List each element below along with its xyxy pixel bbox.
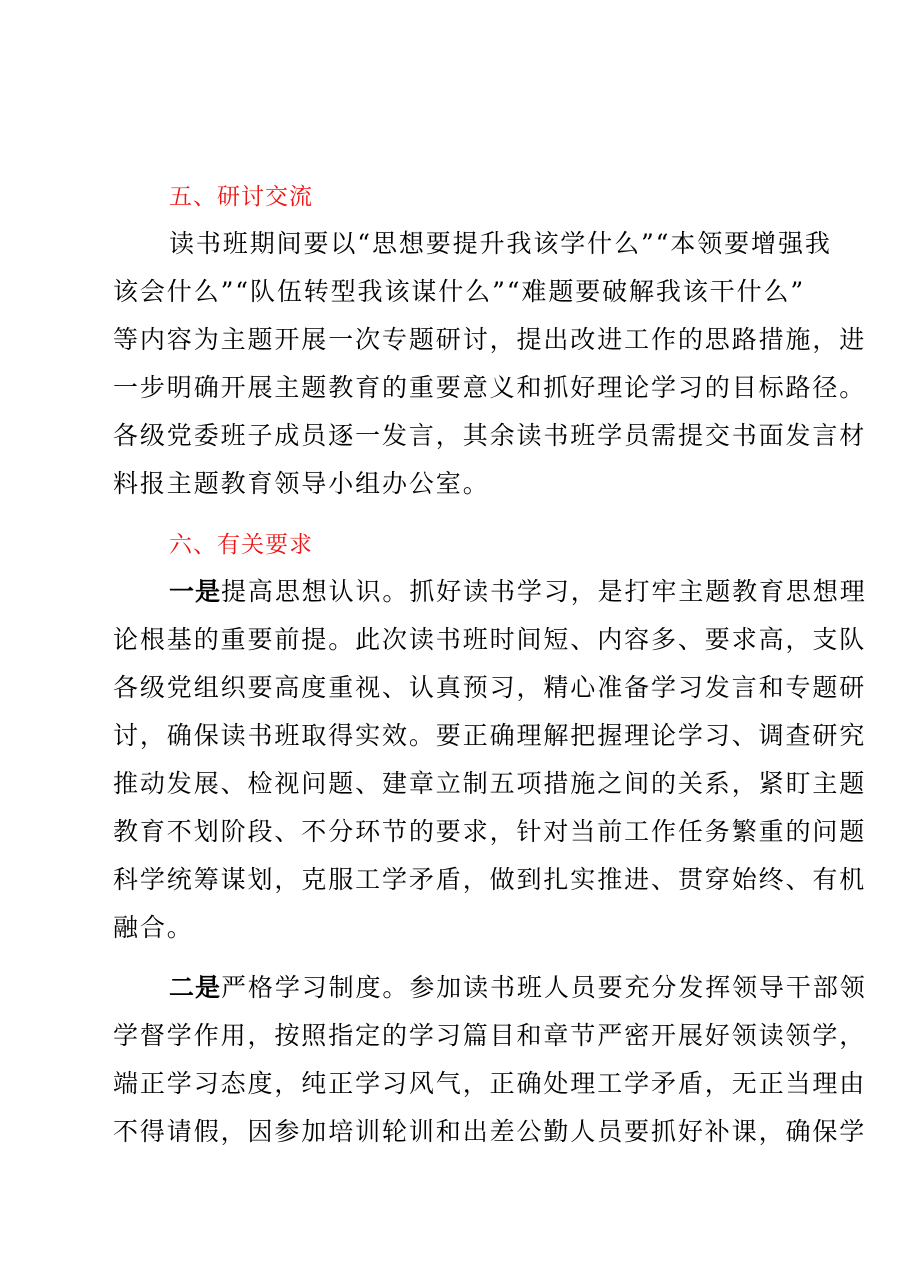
section-heading-requirements: 六、有关要求 [169,532,313,558]
paragraph-requirement-2 [113,964,867,1156]
text-line: 该会什么”“队伍转型我该谋什么”“难题要破解我该干什么” [113,277,806,306]
text-line: 料报主题教育领导小组办公室。 [113,469,490,498]
text-line: 科学统筹谋划，克服工学矛盾，做到扎实推进、贯穿始终、有机 [113,865,867,894]
paragraph-discussion [113,220,867,508]
item-text: 提高思想认识。抓好读书学习，是打牢主题教育思想理 [221,577,867,606]
item-text: 严格学习制度。参加读书班人员要充分发挥领导干部领 [221,973,867,1002]
document-body [113,174,867,1156]
text-line: 教育不划阶段、不分环节的要求，针对当前工作任务繁重的问题 [113,817,867,846]
text-line: 讨，确保读书班取得实效。要正确理解把握理论学习、调查研究 [113,721,867,750]
text-line: 论根基的重要前提。此次读书班时间短、内容多、要求高，支队 [113,625,867,654]
item-lead: 二是 [169,973,222,1002]
text-line: 不得请假，因参加培训轮训和出差公勤人员要抓好补课，确保学 [113,1117,867,1146]
text-line: 学督学作用，按照指定的学习篇目和章节严密开展好领读领学， [113,1021,867,1050]
text-line: 各级党委班子成员逐一发言，其余读书班学员需提交书面发言材 [113,421,867,450]
text-line: 等内容为主题开展一次专题研讨，提出改进工作的思路措施，进 [113,325,867,354]
text-line [113,568,867,616]
text-line [113,964,867,1012]
text-line: 各级党组织要高度重视、认真预习，精心准备学习发言和专题研 [113,673,867,702]
text-line: 融合。 [113,913,194,942]
text-line: 端正学习态度，纯正学习风气，正确处理工学矛盾，无正当理由 [113,1069,867,1098]
text-line: 一步明确开展主题教育的重要意义和抓好理论学习的目标路径。 [113,373,867,402]
paragraph-requirement-1 [113,568,867,952]
text-line: 推动发展、检视问题、建章立制五项措施之间的关系，紧盯主题 [113,769,867,798]
item-lead: 一是 [169,577,222,606]
section-heading-discussion: 五、研讨交流 [169,184,313,210]
text-line: 读书班期间要以“思想要提升我该学什么”“本领要增强我 [169,229,832,258]
